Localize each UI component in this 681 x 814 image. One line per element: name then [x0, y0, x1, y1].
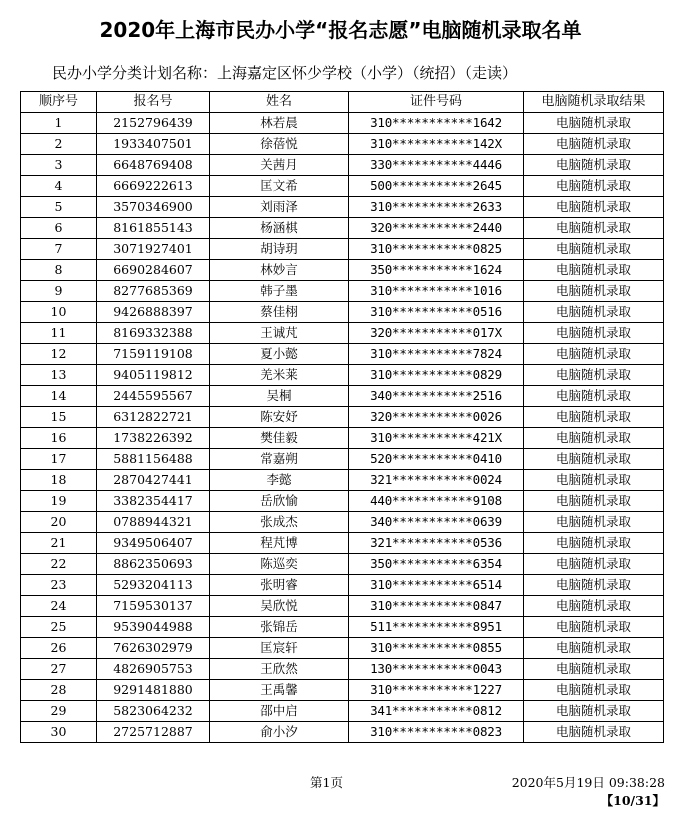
- table-row: [21, 680, 664, 701]
- table-row: [21, 155, 664, 176]
- table-header-row: [21, 92, 664, 113]
- row-id-number: 511***********8951: [349, 617, 524, 638]
- row-id-number: 310***********142X: [349, 134, 524, 155]
- row-sequence: 30: [21, 722, 97, 743]
- row-id-number: 340***********2516: [349, 386, 524, 407]
- row-registration-number: 6669222613: [97, 176, 210, 197]
- row-sequence: 19: [21, 491, 97, 512]
- row-sequence: 5: [21, 197, 97, 218]
- row-id-number: 440***********9108: [349, 491, 524, 512]
- row-name: 俞小汐: [210, 722, 349, 743]
- row-registration-number: 5823064232: [97, 701, 210, 722]
- row-sequence: 27: [21, 659, 97, 680]
- table-body: [21, 113, 664, 743]
- table-row: [21, 701, 664, 722]
- row-name: 陈安妤: [210, 407, 349, 428]
- row-id-number: 310***********0829: [349, 365, 524, 386]
- row-sequence: 2: [21, 134, 97, 155]
- row-result: 电脑随机录取: [524, 281, 664, 302]
- row-sequence: 22: [21, 554, 97, 575]
- row-id-number: 350***********6354: [349, 554, 524, 575]
- table-row: [21, 659, 664, 680]
- row-name: 王禹馨: [210, 680, 349, 701]
- row-registration-number: 8862350693: [97, 554, 210, 575]
- row-registration-number: 0788944321: [97, 512, 210, 533]
- row-sequence: 6: [21, 218, 97, 239]
- row-result: 电脑随机录取: [524, 575, 664, 596]
- row-registration-number: 7159530137: [97, 596, 210, 617]
- table-row: [21, 218, 664, 239]
- row-sequence: 16: [21, 428, 97, 449]
- row-id-number: 310***********7824: [349, 344, 524, 365]
- table-row: [21, 302, 664, 323]
- header-result: 电脑随机录取结果: [524, 92, 664, 113]
- print-timestamp: 2020年5月19日 09:38:28: [511, 775, 665, 790]
- row-registration-number: 6648769408: [97, 155, 210, 176]
- table-row: [21, 638, 664, 659]
- row-sequence: 1: [21, 113, 97, 134]
- table-row: [21, 575, 664, 596]
- row-result: 电脑随机录取: [524, 680, 664, 701]
- table-row: [21, 512, 664, 533]
- table-row: [21, 428, 664, 449]
- row-name: 吴桐: [210, 386, 349, 407]
- header-id-number: 证件号码: [349, 92, 524, 113]
- row-result: 电脑随机录取: [524, 554, 664, 575]
- row-result: 电脑随机录取: [524, 386, 664, 407]
- row-name: 王欣然: [210, 659, 349, 680]
- row-result: 电脑随机录取: [524, 176, 664, 197]
- table-row: [21, 722, 664, 743]
- row-result: 电脑随机录取: [524, 344, 664, 365]
- row-registration-number: 7159119108: [97, 344, 210, 365]
- table-row: [21, 134, 664, 155]
- row-result: 电脑随机录取: [524, 638, 664, 659]
- row-result: 电脑随机录取: [524, 323, 664, 344]
- row-sequence: 13: [21, 365, 97, 386]
- row-registration-number: 8169332388: [97, 323, 210, 344]
- row-registration-number: 2870427441: [97, 470, 210, 491]
- row-id-number: 330***********4446: [349, 155, 524, 176]
- row-id-number: 310***********1642: [349, 113, 524, 134]
- row-id-number: 350***********1624: [349, 260, 524, 281]
- row-registration-number: 9291481880: [97, 680, 210, 701]
- row-result: 电脑随机录取: [524, 491, 664, 512]
- row-sequence: 3: [21, 155, 97, 176]
- row-name: 张成杰: [210, 512, 349, 533]
- row-id-number: 310***********0825: [349, 239, 524, 260]
- row-name: 张锦岳: [210, 617, 349, 638]
- row-name: 蔡佳栩: [210, 302, 349, 323]
- table-row: [21, 533, 664, 554]
- table-row: [21, 323, 664, 344]
- row-registration-number: 4826905753: [97, 659, 210, 680]
- row-result: 电脑随机录取: [524, 407, 664, 428]
- row-result: 电脑随机录取: [524, 113, 664, 134]
- row-sequence: 25: [21, 617, 97, 638]
- row-id-number: 341***********0812: [349, 701, 524, 722]
- row-sequence: 28: [21, 680, 97, 701]
- row-sequence: 14: [21, 386, 97, 407]
- row-registration-number: 2152796439: [97, 113, 210, 134]
- row-name: 关茜月: [210, 155, 349, 176]
- row-sequence: 15: [21, 407, 97, 428]
- row-name: 李懿: [210, 470, 349, 491]
- row-sequence: 4: [21, 176, 97, 197]
- table-row: [21, 113, 664, 134]
- table-row: [21, 617, 664, 638]
- row-name: 羌米莱: [210, 365, 349, 386]
- row-name: 韩子墨: [210, 281, 349, 302]
- row-result: 电脑随机录取: [524, 701, 664, 722]
- row-registration-number: 6690284607: [97, 260, 210, 281]
- row-result: 电脑随机录取: [524, 470, 664, 491]
- row-id-number: 500***********2645: [349, 176, 524, 197]
- row-result: 电脑随机录取: [524, 302, 664, 323]
- row-registration-number: 5881156488: [97, 449, 210, 470]
- row-sequence: 29: [21, 701, 97, 722]
- row-name: 常嘉朔: [210, 449, 349, 470]
- table-row: [21, 260, 664, 281]
- table-row: [21, 239, 664, 260]
- header-name: 姓名: [210, 92, 349, 113]
- row-registration-number: 3570346900: [97, 197, 210, 218]
- row-id-number: 320***********017X: [349, 323, 524, 344]
- row-registration-number: 3071927401: [97, 239, 210, 260]
- row-sequence: 21: [21, 533, 97, 554]
- row-result: 电脑随机录取: [524, 512, 664, 533]
- row-registration-number: 9405119812: [97, 365, 210, 386]
- row-id-number: 310***********0516: [349, 302, 524, 323]
- row-sequence: 11: [21, 323, 97, 344]
- row-id-number: 310***********1227: [349, 680, 524, 701]
- row-registration-number: 1933407501: [97, 134, 210, 155]
- table-row: [21, 596, 664, 617]
- row-result: 电脑随机录取: [524, 218, 664, 239]
- row-name: 林妙言: [210, 260, 349, 281]
- row-name: 匡文希: [210, 176, 349, 197]
- table-row: [21, 197, 664, 218]
- table-row: [21, 176, 664, 197]
- row-sequence: 10: [21, 302, 97, 323]
- row-id-number: 130***********0043: [349, 659, 524, 680]
- page-count: 【10/31】: [600, 793, 665, 808]
- row-name: 张明睿: [210, 575, 349, 596]
- row-result: 电脑随机录取: [524, 533, 664, 554]
- row-registration-number: 9539044988: [97, 617, 210, 638]
- row-id-number: 321***********0024: [349, 470, 524, 491]
- header-sequence: 顺序号: [21, 92, 97, 113]
- admission-table: [20, 91, 664, 743]
- row-registration-number: 5293204113: [97, 575, 210, 596]
- plan-name: 民办小学分类计划名称：上海嘉定区怀少学校（小学）（统招）（走读）: [52, 64, 518, 82]
- row-name: 胡诗玥: [210, 239, 349, 260]
- row-name: 林若晨: [210, 113, 349, 134]
- row-result: 电脑随机录取: [524, 449, 664, 470]
- table-row: [21, 491, 664, 512]
- row-result: 电脑随机录取: [524, 365, 664, 386]
- header-registration-number: 报名号: [97, 92, 210, 113]
- row-result: 电脑随机录取: [524, 617, 664, 638]
- row-name: 徐蓓悦: [210, 134, 349, 155]
- row-sequence: 20: [21, 512, 97, 533]
- row-name: 杨涵棋: [210, 218, 349, 239]
- page-label: 第1页: [310, 775, 343, 790]
- row-registration-number: 9349506407: [97, 533, 210, 554]
- row-sequence: 26: [21, 638, 97, 659]
- row-registration-number: 8161855143: [97, 218, 210, 239]
- row-name: 樊佳毅: [210, 428, 349, 449]
- row-id-number: 310***********1016: [349, 281, 524, 302]
- table-row: [21, 281, 664, 302]
- row-registration-number: 2725712887: [97, 722, 210, 743]
- row-result: 电脑随机录取: [524, 722, 664, 743]
- table-row: [21, 344, 664, 365]
- row-result: 电脑随机录取: [524, 260, 664, 281]
- row-registration-number: 9426888397: [97, 302, 210, 323]
- table-row: [21, 554, 664, 575]
- row-name: 刘雨泽: [210, 197, 349, 218]
- row-id-number: 320***********0026: [349, 407, 524, 428]
- table-row: [21, 470, 664, 491]
- row-name: 夏小懿: [210, 344, 349, 365]
- row-id-number: 520***********0410: [349, 449, 524, 470]
- table-row: [21, 449, 664, 470]
- row-sequence: 9: [21, 281, 97, 302]
- row-result: 电脑随机录取: [524, 197, 664, 218]
- row-registration-number: 7626302979: [97, 638, 210, 659]
- row-result: 电脑随机录取: [524, 239, 664, 260]
- row-name: 王诚芃: [210, 323, 349, 344]
- row-name: 陈巡奕: [210, 554, 349, 575]
- row-registration-number: 1738226392: [97, 428, 210, 449]
- row-id-number: 321***********0536: [349, 533, 524, 554]
- row-result: 电脑随机录取: [524, 659, 664, 680]
- table-row: [21, 386, 664, 407]
- row-sequence: 17: [21, 449, 97, 470]
- row-registration-number: 8277685369: [97, 281, 210, 302]
- row-name: 匡宸轩: [210, 638, 349, 659]
- row-name: 吴欣悦: [210, 596, 349, 617]
- row-result: 电脑随机录取: [524, 596, 664, 617]
- row-registration-number: 6312822721: [97, 407, 210, 428]
- row-id-number: 340***********0639: [349, 512, 524, 533]
- row-id-number: 310***********421X: [349, 428, 524, 449]
- row-id-number: 310***********0847: [349, 596, 524, 617]
- row-id-number: 310***********6514: [349, 575, 524, 596]
- row-id-number: 310***********0823: [349, 722, 524, 743]
- row-sequence: 24: [21, 596, 97, 617]
- row-sequence: 7: [21, 239, 97, 260]
- row-name: 邵中启: [210, 701, 349, 722]
- row-result: 电脑随机录取: [524, 155, 664, 176]
- row-id-number: 310***********2633: [349, 197, 524, 218]
- row-registration-number: 3382354417: [97, 491, 210, 512]
- row-name: 岳欣愉: [210, 491, 349, 512]
- row-result: 电脑随机录取: [524, 428, 664, 449]
- table-row: [21, 365, 664, 386]
- row-sequence: 23: [21, 575, 97, 596]
- row-name: 程芃博: [210, 533, 349, 554]
- row-id-number: 320***********2440: [349, 218, 524, 239]
- row-sequence: 18: [21, 470, 97, 491]
- row-id-number: 310***********0855: [349, 638, 524, 659]
- table-row: [21, 407, 664, 428]
- row-sequence: 12: [21, 344, 97, 365]
- row-sequence: 8: [21, 260, 97, 281]
- row-result: 电脑随机录取: [524, 134, 664, 155]
- document-title: 2020年上海市民办小学“报名志愿”电脑随机录取名单: [99, 18, 582, 42]
- row-registration-number: 2445595567: [97, 386, 210, 407]
